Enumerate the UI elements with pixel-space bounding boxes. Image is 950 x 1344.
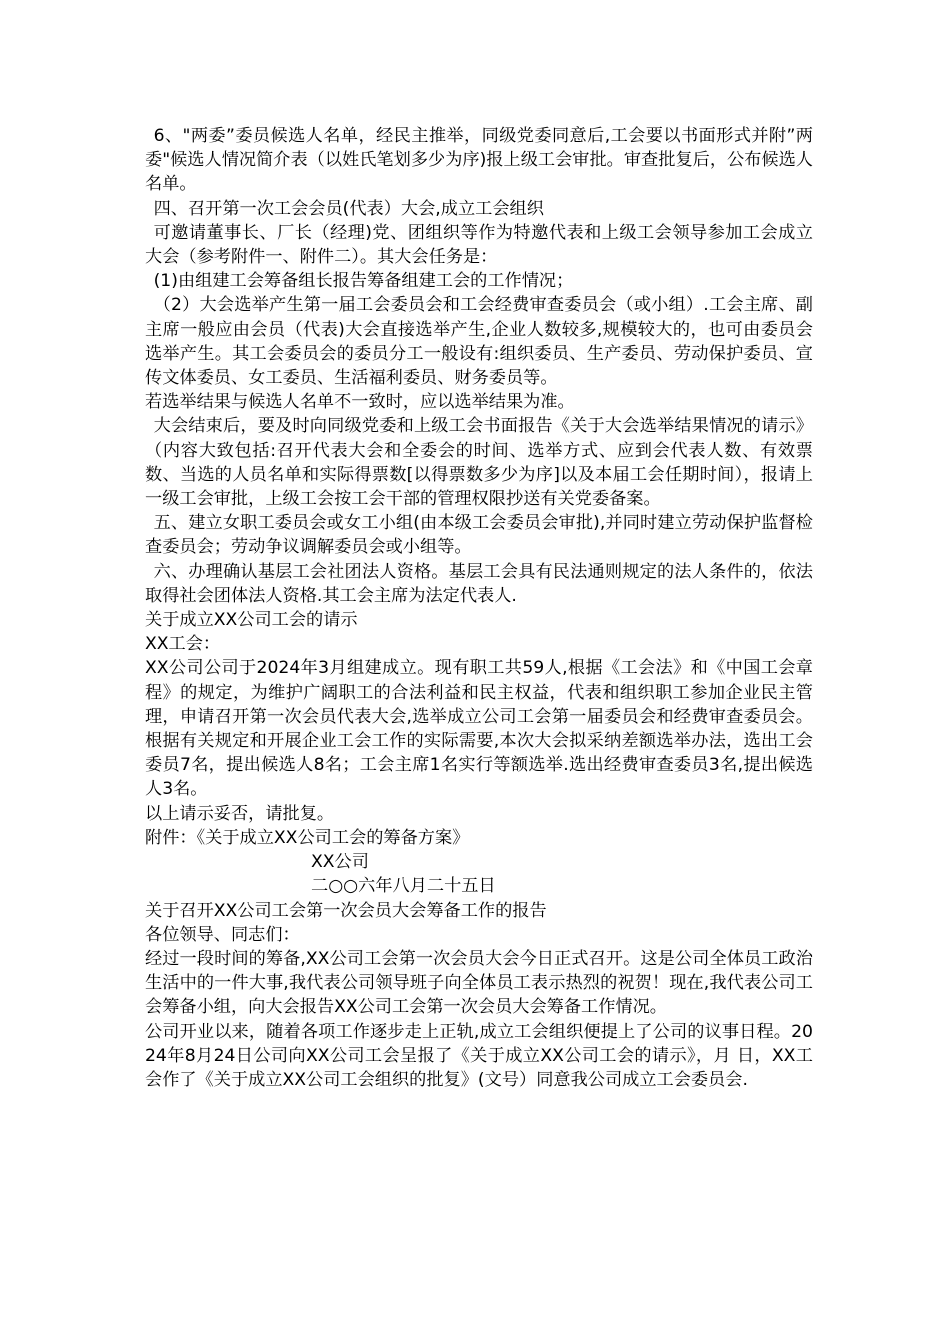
paragraph-p19: 经过一段时间的筹备,XX公司工会第一次会员大会今日正式召开。这是公司全体员工政治生活中的一件大事,我代表公司领导班子向全体员工表示热烈的祝贺！现在,我代表公司工会筹备小组，向大会报告XX公司工会第一次会员大会筹备工作情况。 [145, 948, 813, 1018]
paragraph-p7: 大会结束后，要及时向同级党委和上级工会书面报告《关于大会选举结果情况的请示》（内容大致包括:召开代表大会和全委会的时间、选举方式、应到会代表人数、有效票数、当选的人员名单和实际得票数[以得票数多少为序]以及本届工会任期时间），报请上一级工会审批，上级工会按工会干部的管理权限抄送有关党委备案。 [145, 416, 813, 510]
paragraph-p9: 六、办理确认基层工会社团法人资格。基层工会具有民法通则规定的法人条件的，依法取得社会团体法人资格.其工会主席为法定代表人. [145, 561, 813, 606]
paragraph-p16: 二○○六年八月二十五日 [311, 876, 496, 897]
document-body [145, 124, 813, 1092]
paragraph-p11: XX工会： [145, 634, 221, 655]
paragraph-p14: 附件：《关于成立XX公司工会的筹备方案》 [145, 827, 470, 848]
paragraph-p2: 四、召开第一次工会会员(代表）大会,成立工会组织 [153, 198, 544, 219]
paragraph-p15: XX公司 [311, 852, 369, 873]
paragraph-p20: 公司开业以来，随着各项工作逐步走上正轨,成立工会组织便提上了公司的议事日程。2024年8月24日公司向XX公司工会呈报了《关于成立XX公司工会的请示》，月 日，XX工会作了《关于成立XX公司工会组织的批复》(文号）同意我公司成立工会委员会. [145, 1021, 813, 1090]
paragraph-p1: 6、"两委”委员候选人名单，经民主推举，同级党委同意后,工会要以书面形式并附”两委"候选人情况简介表（以姓氏笔划多少为序)报上级工会审批。审查批复后，公布候选人名单。 [145, 126, 813, 195]
paragraph-p17: 关于召开XX公司工会第一次会员大会筹备工作的报告 [145, 900, 547, 921]
paragraph-p3: 可邀请董事长、厂长（经理)党、团组织等作为特邀代表和上级工会领导参加工会成立大会（参考附件一、附件二）。其大会任务是： [145, 222, 813, 268]
paragraph-p4: (1)由组建工会筹备组长报告筹备组建工会的工作情况； [153, 271, 574, 292]
paragraph-p12: XX公司公司于2024年3月组建成立。现有职工共59人,根据《工会法》和《中国工会章程》的规定，为维护广阔职工的合法利益和民主权益，代表和组织职工参加企业民主管理，申请召开第一次会员代表大会,选举成立公司工会第一届委员会和经费审查委员会。根据有关规定和开展企业工会工作的实际需要,本次大会拟采纳差额选举办法，选出工会委员7名，提出候选人8名；工会主席1名实行等额选举.选出经费审查委员3名,提出候选人3名。 [145, 658, 813, 800]
paragraph-p5: （2）大会选举产生第一届工会委员会和工会经费审查委员会（或小组）.工会主席、副主席一般应由会员（代表)大会直接选举产生,企业人数较多,规模较大的，也可由委员会选举产生。其工会委员会的委员分工一般设有:组织委员、生产委员、劳动保护委员、宣传文体委员、女工委员、生活福利委员、财务委员等。 [145, 295, 813, 389]
paragraph-p13: 以上请示妥否，请批复。 [145, 803, 335, 824]
paragraph-p10: 关于成立XX公司工会的请示 [145, 610, 358, 631]
paragraph-p6: 若选举结果与候选人名单不一致时，应以选举结果为准。 [145, 392, 575, 413]
paragraph-p18: 各位领导、同志们： [145, 924, 300, 945]
paragraph-p8: 五、建立女职工委员会或女工小组(由本级工会委员会审批),并同时建立劳动保护监督检查委员会；劳动争议调解委员会或小组等。 [145, 513, 813, 558]
